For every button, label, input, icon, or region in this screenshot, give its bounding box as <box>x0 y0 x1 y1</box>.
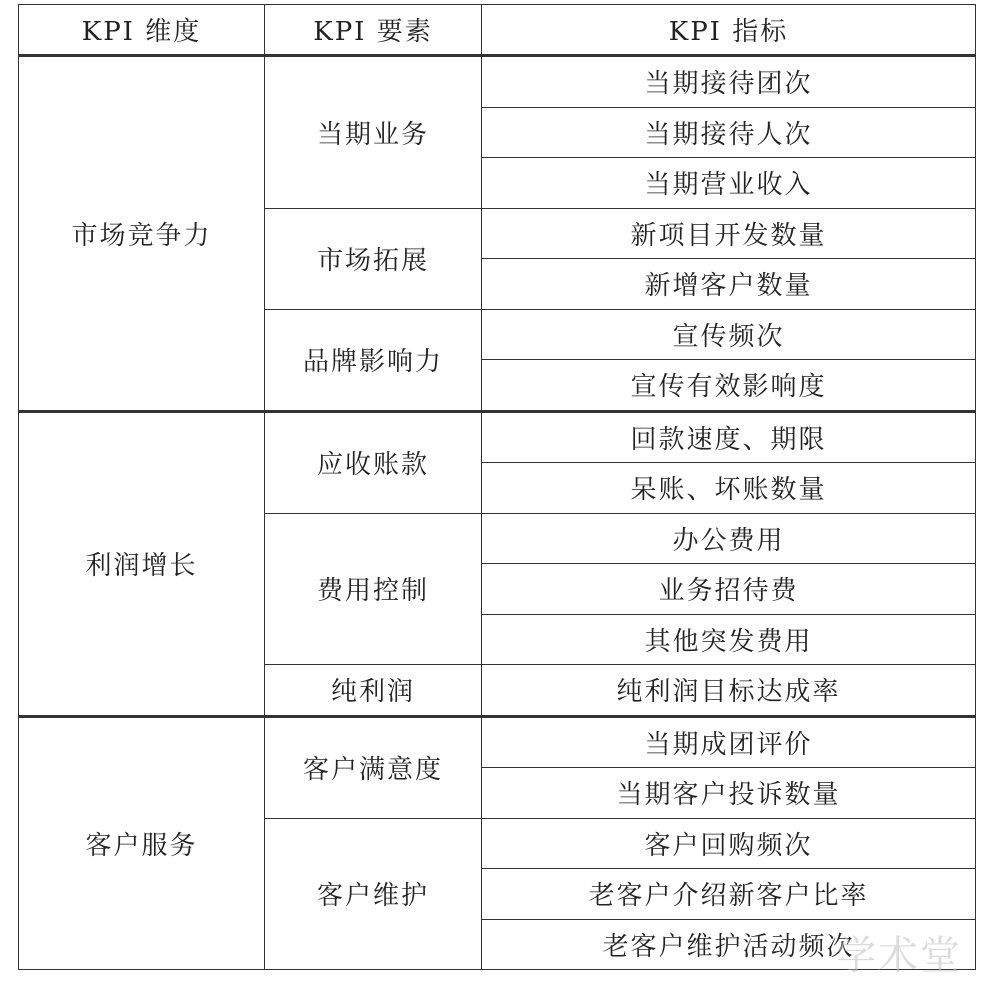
table-row <box>19 716 976 768</box>
table-row <box>19 411 976 463</box>
element-cell: 客户维护 <box>265 818 482 970</box>
table-row <box>19 56 976 108</box>
indicator-cell: 客户回购频次 <box>482 818 976 869</box>
header-element: KPI 要素 <box>265 5 482 56</box>
indicator-cell: 新增客户数量 <box>482 259 976 310</box>
kpi-table <box>18 4 976 970</box>
table-header <box>19 5 976 56</box>
indicator-cell: 当期接待人次 <box>482 107 976 158</box>
header-indicator: KPI 指标 <box>482 5 976 56</box>
indicator-cell: 当期接待团次 <box>482 56 976 108</box>
indicator-cell: 新项目开发数量 <box>482 208 976 259</box>
indicator-cell: 当期营业收入 <box>482 158 976 209</box>
dimension-cell: 客户服务 <box>19 716 265 970</box>
element-cell: 客户满意度 <box>265 716 482 818</box>
element-cell: 应收账款 <box>265 411 482 513</box>
element-cell: 费用控制 <box>265 513 482 665</box>
indicator-cell: 呆账、坏账数量 <box>482 463 976 514</box>
indicator-cell: 业务招待费 <box>482 564 976 615</box>
element-cell: 当期业务 <box>265 56 482 209</box>
dimension-cell: 市场竞争力 <box>19 56 265 412</box>
indicator-cell: 当期客户投诉数量 <box>482 768 976 819</box>
indicator-cell: 老客户介绍新客户比率 <box>482 869 976 920</box>
dimension-cell: 利润增长 <box>19 411 265 716</box>
indicator-cell: 当期成团评价 <box>482 716 976 768</box>
indicator-cell: 回款速度、期限 <box>482 411 976 463</box>
table-body <box>19 56 976 970</box>
header-dimension: KPI 维度 <box>19 5 265 56</box>
element-cell: 品牌影响力 <box>265 309 482 411</box>
indicator-cell: 宣传有效影响度 <box>482 360 976 412</box>
watermark-logo: 学术堂 <box>836 933 962 979</box>
element-cell: 纯利润 <box>265 665 482 717</box>
indicator-cell: 老客户维护活动频次 <box>482 919 976 970</box>
element-cell: 市场拓展 <box>265 208 482 309</box>
indicator-cell: 宣传频次 <box>482 309 976 360</box>
indicator-cell: 办公费用 <box>482 513 976 564</box>
indicator-cell: 纯利润目标达成率 <box>482 665 976 717</box>
indicator-cell: 其他突发费用 <box>482 614 976 665</box>
